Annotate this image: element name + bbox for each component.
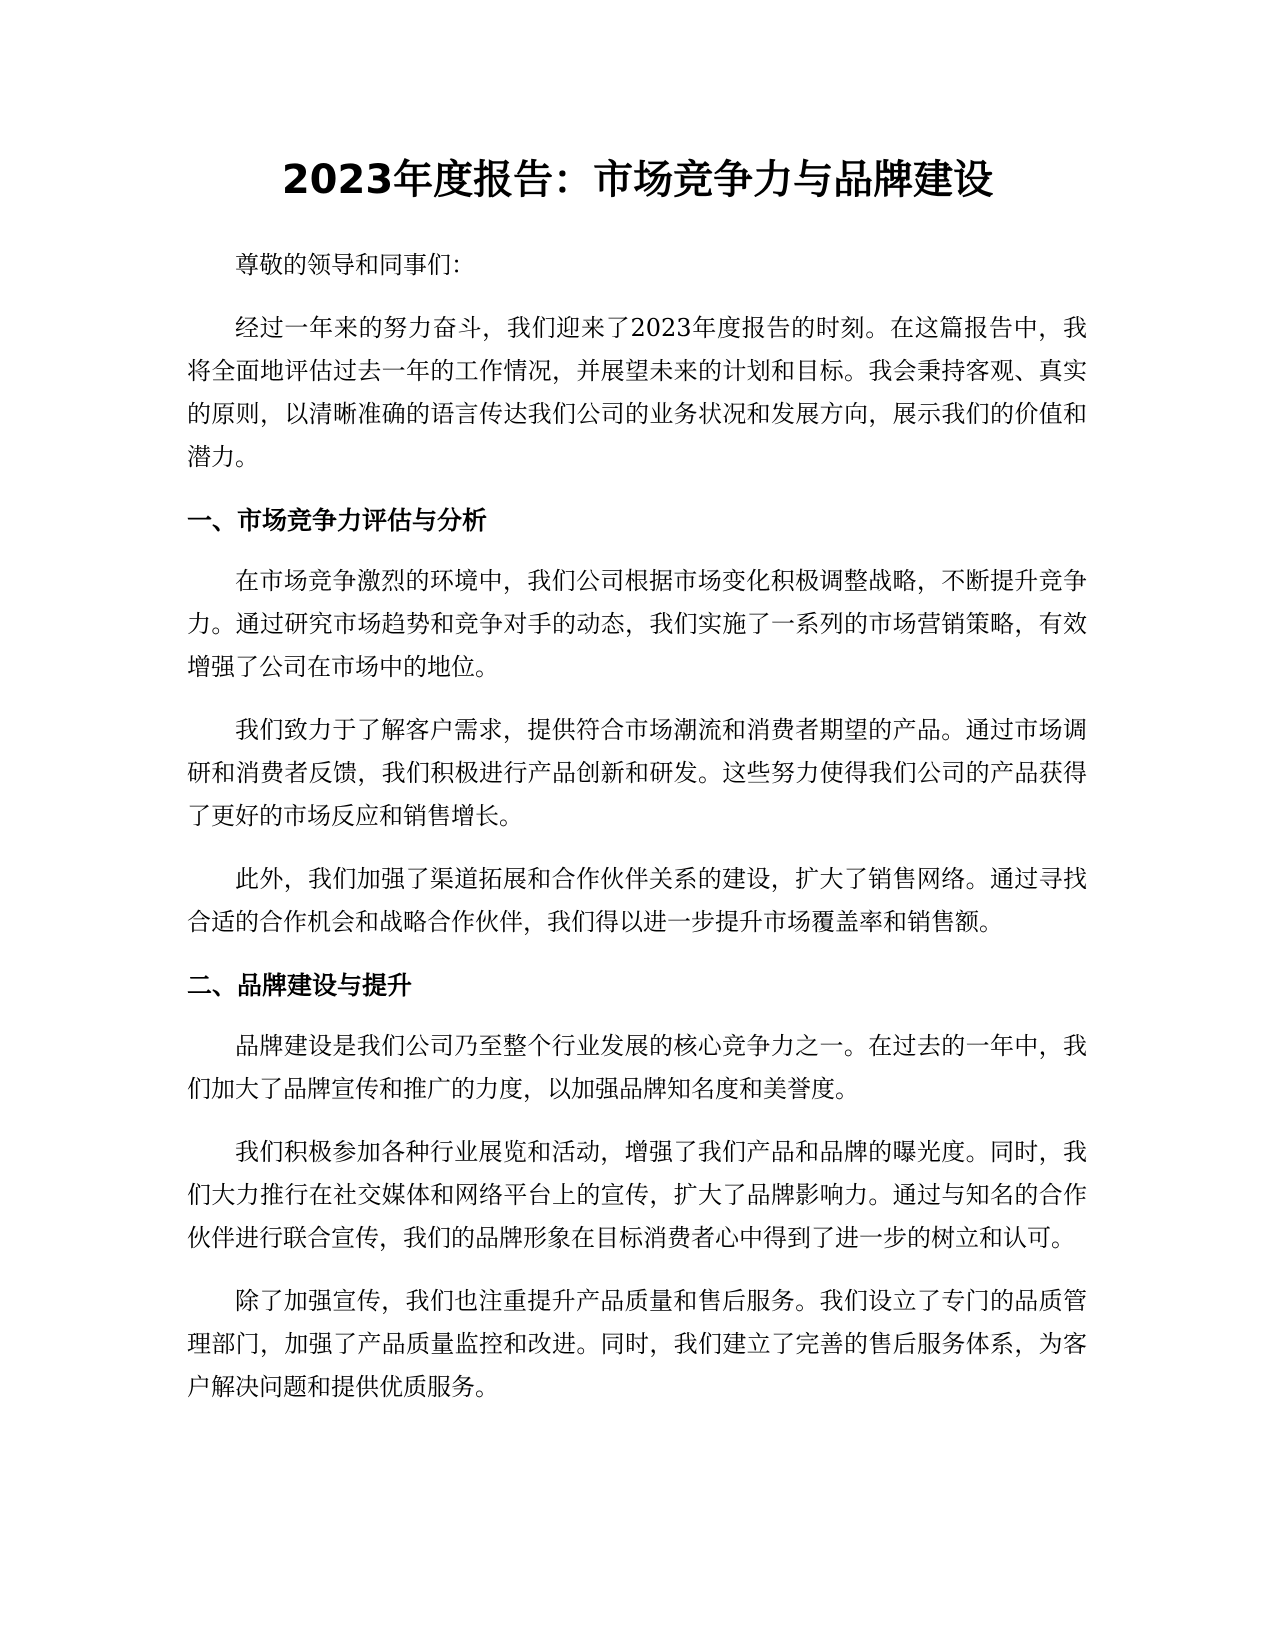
paragraph: 此外，我们加强了渠道拓展和合作伙伴关系的建设，扩大了销售网络。通过寻找合适的合作机会和战略合作伙伴，我们得以进一步提升市场覆盖率和销售额。 <box>187 865 1087 936</box>
section-brand-building <box>187 964 1087 1409</box>
section-heading: 一、市场竞争力评估与分析 <box>187 506 488 535</box>
section-heading: 二、品牌建设与提升 <box>187 971 413 1000</box>
paragraph: 我们致力于了解客户需求，提供符合市场潮流和消费者期望的产品。通过市场调研和消费者反馈，我们积极进行产品创新和研发。这些努力使得我们公司的产品获得了更好的市场反应和销售增长。 <box>187 716 1087 830</box>
paragraph: 在市场竞争激烈的环境中，我们公司根据市场变化积极调整战略，不断提升竞争力。通过研究市场趋势和竞争对手的动态，我们实施了一系列的市场营销策略，有效增强了公司在市场中的地位。 <box>187 567 1087 681</box>
document-body <box>187 244 1087 1429</box>
section-market-competitiveness <box>187 499 1087 944</box>
document-title: 2023年度报告：市场竞争力与品牌建设 <box>281 157 994 203</box>
paragraph: 品牌建设是我们公司乃至整个行业发展的核心竞争力之一。在过去的一年中，我们加大了品牌宣传和推广的力度，以加强品牌知名度和美誉度。 <box>187 1032 1087 1103</box>
intro-paragraph: 经过一年来的努力奋斗，我们迎来了2023年度报告的时刻。在这篇报告中，我将全面地评估过去一年的工作情况，并展望未来的计划和目标。我会秉持客观、真实的原则，以清晰准确的语言传达我们公司的业务状况和发展方向，展示我们的价值和潜力。 <box>187 314 1087 471</box>
paragraph: 我们积极参加各种行业展览和活动，增强了我们产品和品牌的曝光度。同时，我们大力推行在社交媒体和网络平台上的宣传，扩大了品牌影响力。通过与知名的合作伙伴进行联合宣传，我们的品牌形象在目标消费者心中得到了进一步的树立和认可。 <box>187 1138 1087 1252</box>
greeting: 尊敬的领导和同事们： <box>235 251 475 279</box>
paragraph: 除了加强宣传，我们也注重提升产品质量和售后服务。我们设立了专门的品质管理部门，加强了产品质量监控和改进。同时，我们建立了完善的售后服务体系，为客户解决问题和提供优质服务。 <box>187 1287 1087 1401</box>
